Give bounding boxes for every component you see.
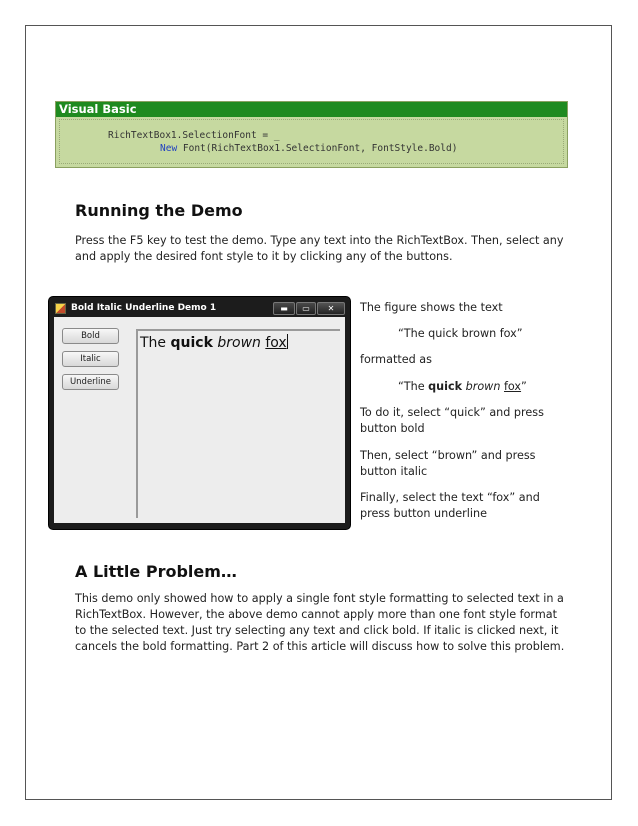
code-keyword-new: New bbox=[160, 143, 178, 154]
rich-text-italic: brown bbox=[217, 335, 261, 351]
step1-line1: To do it, select “quick” and press bbox=[360, 406, 544, 419]
window-client-area bbox=[54, 317, 345, 523]
step3-line2: press button underline bbox=[360, 507, 487, 520]
figure-formatted-text bbox=[398, 379, 527, 395]
rich-text-underline: fox bbox=[265, 335, 287, 351]
code-line-2 bbox=[160, 143, 457, 154]
code-language-title: Visual Basic bbox=[56, 102, 567, 117]
code-line-2-rest: Font(RichTextBox1.SelectionFont, FontStyle.Bold) bbox=[177, 143, 458, 154]
code-line-1: RichTextBox1.SelectionFont = _ bbox=[108, 130, 280, 141]
paragraph-little-problem: This demo only showed how to apply a single font style formatting to selected text in a RichTextBox. However, the above demo cannot apply more than one font style format to the selected text. Just try selecting any text and click bold. If italic is clicked next, it cancels the bold formatting. Part 2 of this article will discuss how to solve this problem. bbox=[75, 592, 565, 653]
code-body bbox=[59, 119, 564, 164]
demo-window bbox=[48, 296, 351, 530]
rich-text-content bbox=[140, 334, 288, 351]
formatted-italic: brown bbox=[465, 380, 501, 393]
step2-line1: Then, select “brown” and press bbox=[360, 449, 536, 462]
bold-button[interactable]: Bold bbox=[62, 328, 119, 344]
code-snippet bbox=[55, 101, 568, 168]
heading-running-demo: Running the Demo bbox=[75, 201, 243, 220]
close-icon[interactable]: ✕ bbox=[317, 302, 345, 315]
formatted-underline: fox bbox=[503, 380, 522, 393]
window-title-bar[interactable] bbox=[53, 302, 346, 316]
formatted-close: ” bbox=[521, 380, 527, 393]
minimize-icon[interactable]: ▬ bbox=[273, 302, 295, 315]
maximize-icon[interactable]: ▭ bbox=[296, 302, 316, 315]
heading-little-problem: A Little Problem… bbox=[75, 562, 237, 581]
step1-line2: button bold bbox=[360, 422, 425, 435]
app-icon bbox=[55, 303, 66, 314]
text-caret bbox=[287, 334, 288, 349]
step2-line2: button italic bbox=[360, 465, 428, 478]
figure-original-text: “The quick brown fox” bbox=[398, 327, 523, 340]
rich-text-box[interactable] bbox=[136, 329, 340, 518]
paragraph-running-demo: Press the F5 key to test the demo. Type any text into the RichTextBox. Then, select any and apply the desired font style to it by clicking any of the buttons. bbox=[75, 234, 564, 263]
italic-button[interactable]: Italic bbox=[62, 351, 119, 367]
formatted-bold: quick bbox=[428, 380, 463, 393]
window-title: Bold Italic Underline Demo 1 bbox=[71, 303, 217, 313]
rich-text-bold: quick bbox=[170, 335, 213, 351]
formatted-open: “The bbox=[398, 380, 429, 393]
underline-button[interactable]: Underline bbox=[62, 374, 119, 390]
step3-line1: Finally, select the text “fox” and bbox=[360, 491, 540, 504]
figure-formatted-as: formatted as bbox=[360, 353, 432, 366]
figure-intro: The figure shows the text bbox=[360, 301, 503, 314]
rich-text-plain: The bbox=[140, 335, 171, 351]
